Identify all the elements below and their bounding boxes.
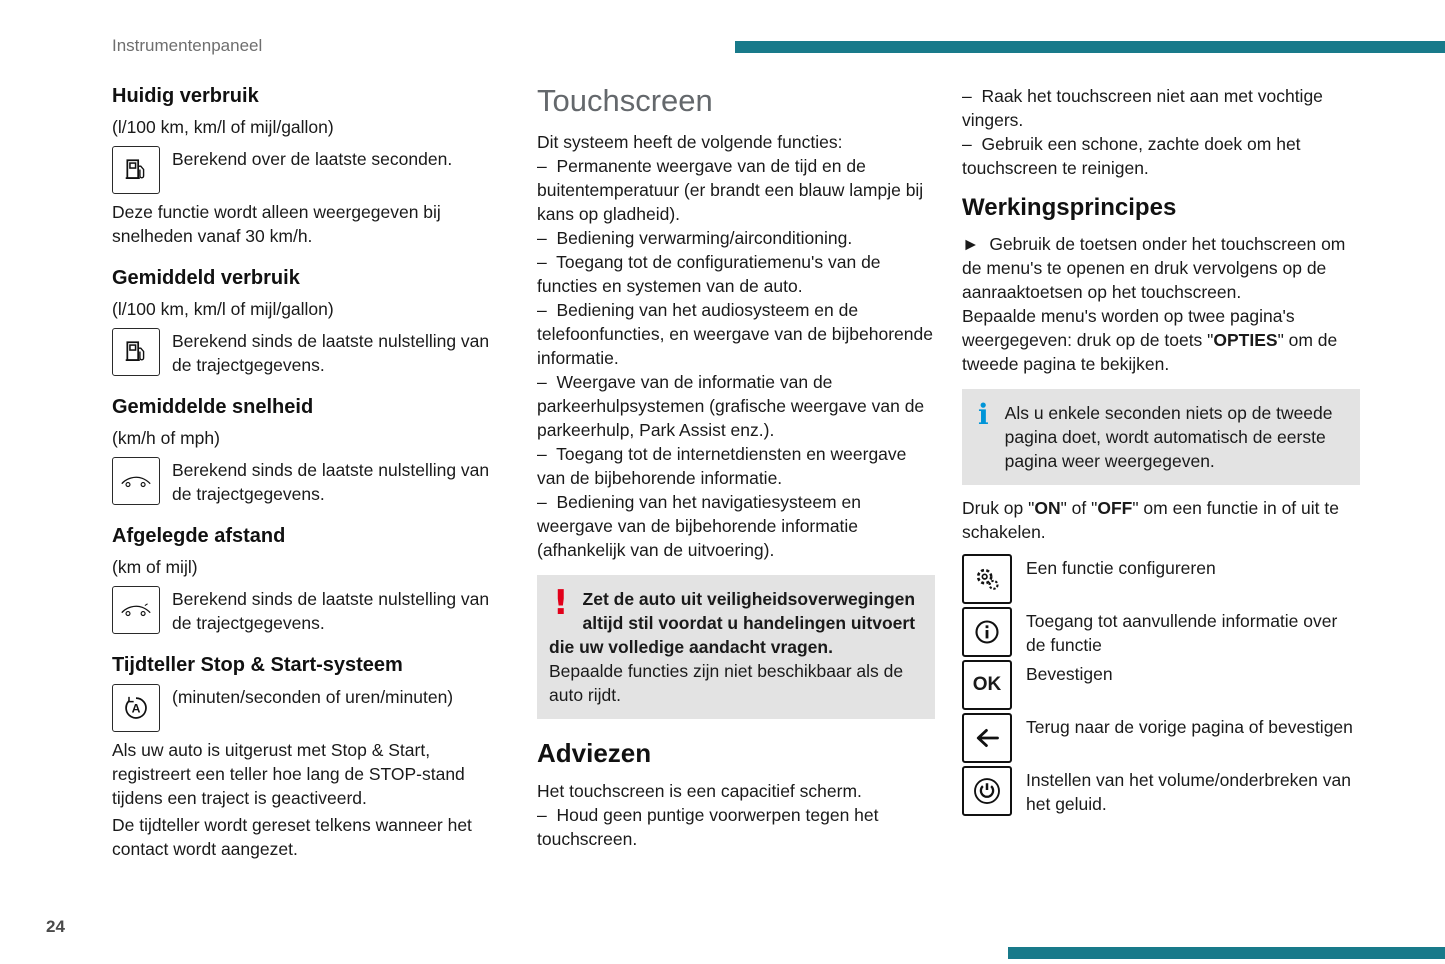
unit-note: (l/100 km, km/l of mijl/gallon) <box>112 117 334 137</box>
unit-note: (km/h of mph) <box>112 428 220 448</box>
info-i-icon: i <box>978 397 989 431</box>
back-arrow-icon <box>962 713 1012 763</box>
icon-caption: Berekend sinds de laatste nulstelling van de trajectgegevens. <box>172 331 490 375</box>
icon-row <box>112 586 504 635</box>
icon-row <box>112 457 504 506</box>
bullet-item: – Weergave van de informatie van de parkeerhulpsystemen (grafische weergave van de parkeerhulp, Park Assist enz.). <box>537 372 925 441</box>
section-tijdteller-stop-start <box>112 653 504 861</box>
warning-exclamation-icon: ! <box>553 583 569 624</box>
car-side-icon <box>112 586 160 634</box>
legend-row <box>962 607 1360 657</box>
stop-start-a-icon <box>112 684 160 732</box>
opties-key-label: OPTIES <box>1213 329 1278 350</box>
paragraph: Het touchscreen is een capacitief scherm. <box>537 780 862 801</box>
text-segment: " om de tweede pagina te bekijken. <box>962 329 1338 374</box>
fuel-pump-icon <box>112 328 160 376</box>
warning-text-bold: Zet de auto uit veiligheidsoverwegingen altijd stil voordat u handelingen uitvoert die uw volledige aandacht vragen. <box>549 589 916 658</box>
svg-text:A: A <box>131 701 141 716</box>
top-accent-bar <box>735 41 1445 53</box>
page-number: 24 <box>46 917 65 936</box>
bullet-item: – Raak het touchscreen niet aan met vochtige vingers. <box>962 86 1323 130</box>
icon-row <box>112 684 504 732</box>
settings-gear-icon <box>962 554 1012 604</box>
info-box-text: Als u enkele seconden niets op de tweede pagina doet, wordt automatisch de eerste pagina weer weergegeven. <box>1004 402 1333 471</box>
legend-label: Een functie configureren <box>1026 557 1216 578</box>
icon-row <box>112 146 504 194</box>
legend-label: Terug naar de vorige pagina of bevestigen <box>1026 716 1353 737</box>
section-heading: Huidig verbruik <box>112 85 259 107</box>
section-heading: Gemiddeld verbruik <box>112 267 300 289</box>
left-column <box>112 84 504 879</box>
bullet-item: – Bediening van het navigatiesysteem en weergave van de bijbehorende informatie (afhankelijk van de uitvoering). <box>537 492 861 561</box>
procedure-text: Gebruik de toetsen onder het touchscreen om de menu's te openen en druk vervolgens op de aanraaktoetsen op het touchscreen. <box>962 233 1346 302</box>
bottom-accent-bar <box>1008 947 1445 959</box>
warning-text-normal: Bepaalde functies zijn niet beschikbaar als de auto rijdt. <box>549 661 904 706</box>
power-icon <box>962 766 1012 816</box>
icon-caption: Berekend sinds de laatste nulstelling van de trajectgegevens. <box>172 589 490 633</box>
icon-row <box>112 328 504 377</box>
text-segment: " of " <box>1060 497 1098 518</box>
intro-paragraph: Dit systeem heeft de volgende functies: <box>537 132 843 153</box>
icon-caption: Berekend over de laatste seconden. <box>172 149 453 169</box>
middle-column <box>537 84 935 851</box>
bullet-item: – Gebruik een schone, zachte doek om het touchscreen te reinigen. <box>962 134 1301 178</box>
section-huidig-verbruik <box>112 84 504 248</box>
section-heading: Afgelegde afstand <box>112 525 286 547</box>
paragraph: De tijdteller wordt gereset telkens wanneer het contact wordt aangezet. <box>112 815 472 859</box>
section-heading: Tijdteller Stop & Start-systeem <box>112 654 403 676</box>
paragraph: Deze functie wordt alleen weergegeven bij snelheden vanaf 30 km/h. <box>112 202 441 246</box>
info-box <box>962 389 1360 485</box>
ok-icon <box>962 660 1012 710</box>
on-key-label: ON <box>1034 497 1061 518</box>
section-gemiddeld-verbruik <box>112 266 504 377</box>
car-side-icon <box>112 457 160 505</box>
section-gemiddelde-snelheid <box>112 395 504 506</box>
icon-caption: (minuten/seconden of uren/minuten) <box>172 687 454 707</box>
onoff-paragraph <box>962 496 1360 544</box>
bullet-item: – Bediening van het audiosysteem en de telefoonfuncties, en weergave van de bijbehorende informatie. <box>537 300 933 369</box>
fuel-pump-icon <box>112 146 160 194</box>
unit-note: (km of mijl) <box>112 557 198 577</box>
legend-row <box>962 554 1360 604</box>
pointer-arrow-icon: ► <box>962 233 980 254</box>
chapter-heading-touchscreen: Touchscreen <box>537 83 713 118</box>
bullet-item: – Toegang tot de internetdiensten en weergave van de bijbehorende informatie. <box>537 444 907 489</box>
text-segment: Druk op " <box>962 497 1035 518</box>
ok-icon-text: OK <box>972 673 1002 695</box>
icon-caption: Berekend sinds de laatste nulstelling van de trajectgegevens. <box>172 460 490 504</box>
legend-label: Bevestigen <box>1026 663 1113 684</box>
right-column <box>962 84 1360 819</box>
bullet-item: – Permanente weergave van de tijd en de buitentemperatuur (er brandt een blauw lampje bij kans op gladheid). <box>537 156 924 225</box>
unit-note: (l/100 km, km/l of mijl/gallon) <box>112 299 334 319</box>
section-heading-werkingsprincipes: Werkingsprincipes <box>962 194 1177 221</box>
paragraph: Als uw auto is uitgerust met Stop & Start, registreert een teller hoe lang de STOP-stand tijdens een traject is geactiveerd. <box>112 740 465 808</box>
legend-label: Toegang tot aanvullende informatie over de functie <box>1026 610 1338 655</box>
info-icon <box>962 607 1012 657</box>
procedure-paragraph <box>962 232 1360 304</box>
legend-row <box>962 713 1360 763</box>
warning-box <box>537 575 935 719</box>
bullet-item: – Toegang tot de configuratiemenu's van de functies en systemen van de auto. <box>537 252 881 297</box>
opties-paragraph <box>962 304 1360 376</box>
text-segment: Bepaalde menu's worden op twee pagina's weergegeven: druk op de toets " <box>962 305 1295 350</box>
page-header-title: Instrumentenpaneel <box>112 36 263 55</box>
section-afgelegde-afstand <box>112 524 504 635</box>
touchscreen-button-legend <box>962 554 1360 816</box>
legend-label: Instellen van het volume/onderbreken van het geluid. <box>1026 769 1351 814</box>
legend-row <box>962 766 1360 816</box>
bullet-item: – Bediening verwarming/airconditioning. <box>537 228 853 249</box>
off-key-label: OFF <box>1097 497 1133 518</box>
section-heading: Gemiddelde snelheid <box>112 396 314 418</box>
text-segment: " om een functie in of uit te schakelen. <box>962 497 1339 542</box>
legend-row <box>962 660 1360 710</box>
bullet-item: – Houd geen puntige voorwerpen tegen het touchscreen. <box>537 804 879 849</box>
section-heading-adviezen: Adviezen <box>537 738 652 769</box>
